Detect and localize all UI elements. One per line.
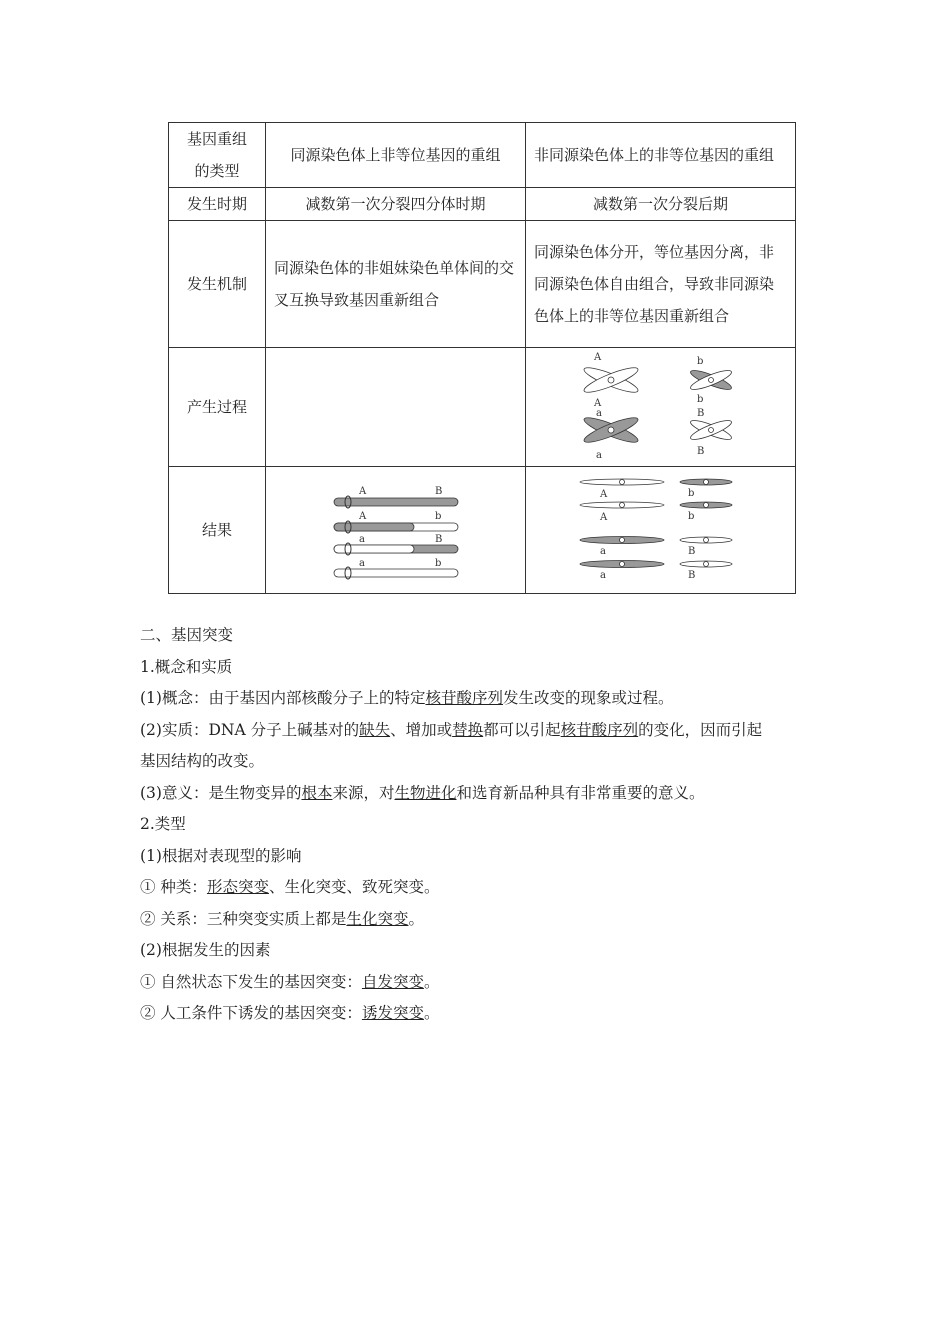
gene-label: A bbox=[599, 512, 607, 523]
underlined-answer: 核苷酸序列 bbox=[560, 720, 639, 739]
gene-label: b bbox=[696, 394, 703, 405]
table-row bbox=[169, 348, 796, 467]
gene-label: B bbox=[696, 408, 704, 419]
centromere bbox=[619, 480, 624, 485]
underlined-answer: 根本 bbox=[301, 783, 333, 802]
underlined-answer: 替换 bbox=[452, 720, 484, 739]
gene-label: A bbox=[593, 352, 601, 363]
list-item bbox=[140, 872, 820, 904]
text: (1)概念：由于基因内部核酸分子上的特定 bbox=[140, 689, 426, 707]
table-row bbox=[169, 188, 796, 221]
subheading: (1)根据对表现型的影响 bbox=[140, 846, 302, 865]
centromere bbox=[703, 562, 708, 567]
gene-label: A bbox=[358, 511, 366, 522]
cell-nonhomologous-type: 非同源染色体上的非等位基因的重组 bbox=[526, 123, 796, 188]
cell-nonhomologous-mechanism: 同源染色体分开，等位基因分离，非同源染色体自由组合，导致非同源染色体上的非等位基因重新组合 bbox=[526, 221, 796, 348]
subheading: (2)根据发生的因素 bbox=[140, 941, 271, 959]
centromere bbox=[703, 480, 708, 485]
gene-label: B bbox=[687, 570, 695, 581]
chromatid bbox=[334, 569, 458, 577]
underlined-answer: 形态突变 bbox=[206, 878, 269, 896]
text: 发生改变的现象或过程。 bbox=[502, 689, 674, 707]
subsection-title: 2.类型 bbox=[140, 815, 186, 833]
gene-label: a bbox=[358, 558, 365, 569]
gene-label: A bbox=[599, 489, 607, 500]
cell-homologous-process bbox=[266, 348, 526, 467]
gene-label: a bbox=[595, 408, 602, 419]
row-label-time: 发生时期 bbox=[169, 188, 266, 221]
independent-assortment-result-figure bbox=[576, 474, 746, 586]
underlined-answer: 自发突变 bbox=[361, 972, 424, 991]
chromosome-A-tetrad bbox=[581, 352, 639, 409]
text: ② 人工条件下诱发的基因突变： bbox=[140, 1004, 362, 1022]
chromosome-a-tetrad bbox=[581, 408, 639, 461]
centromere bbox=[619, 538, 624, 543]
gene-label: B bbox=[434, 486, 442, 497]
section-heading: 二、基因突变 bbox=[140, 626, 234, 644]
text: 、增加或 bbox=[390, 720, 453, 739]
paragraph-essence-cont: 基因结构的改变。 bbox=[140, 752, 265, 770]
gene-label: b bbox=[434, 558, 441, 569]
row-label-result: 结果 bbox=[169, 467, 266, 594]
list-item bbox=[140, 904, 820, 936]
cell-nonhomologous-process bbox=[526, 348, 796, 467]
text: 。 bbox=[423, 1004, 440, 1022]
list-item bbox=[140, 967, 820, 999]
gene-label: A bbox=[593, 398, 601, 409]
row-label-process: 产生过程 bbox=[169, 348, 266, 467]
gene-label: a bbox=[358, 534, 365, 545]
chromosome-B-tetrad bbox=[688, 408, 733, 457]
text: (2)实质：DNA 分子上碱基对的 bbox=[140, 720, 360, 739]
gene-label: a bbox=[595, 450, 602, 461]
row-label-type-line1: 基因重组 bbox=[186, 130, 247, 148]
gene-label: b bbox=[434, 511, 441, 522]
row-label-type-line2: 的类型 bbox=[194, 162, 240, 180]
text: 的变化，因而引起 bbox=[638, 720, 763, 739]
gene-mutation-section bbox=[140, 620, 820, 1030]
chromosome-b-tetrad bbox=[688, 356, 733, 405]
text: ① 种类： bbox=[140, 878, 207, 896]
centromere bbox=[703, 538, 708, 543]
paragraph-significance bbox=[140, 778, 820, 810]
cell-nonhomologous-time: 减数第一次分裂后期 bbox=[526, 188, 796, 221]
chromatid-segment bbox=[334, 545, 414, 553]
paragraph-essence bbox=[140, 715, 820, 747]
gene-label: b bbox=[687, 488, 694, 499]
text: ② 关系：三种突变实质上都是 bbox=[140, 909, 347, 928]
table-row bbox=[169, 221, 796, 348]
gene-label: a bbox=[599, 546, 606, 557]
cell-homologous-result bbox=[266, 467, 526, 594]
gene-label: B bbox=[687, 546, 695, 557]
crossover-result-figure bbox=[326, 480, 466, 580]
gene-label: B bbox=[696, 446, 704, 457]
centromere bbox=[619, 562, 624, 567]
underlined-answer: 生物进化 bbox=[394, 783, 457, 802]
underlined-answer: 缺失 bbox=[359, 720, 391, 739]
text: 。 bbox=[423, 972, 440, 991]
text: 、生化突变、致死突变。 bbox=[268, 878, 440, 896]
chromatid bbox=[334, 498, 458, 506]
text: ① 自然状态下发生的基因突变： bbox=[140, 972, 362, 991]
subsection-title: 1.概念和实质 bbox=[140, 657, 233, 676]
list-item bbox=[140, 998, 820, 1030]
gene-label: A bbox=[358, 486, 366, 497]
row-label-mechanism: 发生机制 bbox=[169, 221, 266, 348]
underlined-answer: 生化突变 bbox=[346, 909, 409, 928]
text: 都可以引起 bbox=[483, 720, 561, 739]
gene-label: a bbox=[599, 570, 606, 581]
table-row bbox=[169, 123, 796, 188]
paragraph-concept bbox=[140, 683, 820, 715]
chromosome-pairing-figure bbox=[561, 350, 761, 464]
cell-homologous-mechanism: 同源染色体的非姐妹染色单体间的交叉互换导致基因重新组合 bbox=[266, 221, 526, 348]
gene-label: b bbox=[696, 356, 703, 367]
cell-homologous-time: 减数第一次分裂四分体时期 bbox=[266, 188, 526, 221]
gene-recombination-table bbox=[168, 122, 796, 594]
chromatid-segment bbox=[334, 523, 414, 531]
text: 来源，对 bbox=[332, 783, 395, 802]
centromere bbox=[619, 503, 624, 508]
centromere bbox=[703, 503, 708, 508]
underlined-answer: 核苷酸序列 bbox=[425, 689, 503, 707]
text: 和选育新品种具有非常重要的意义。 bbox=[456, 783, 705, 802]
cell-nonhomologous-result bbox=[526, 467, 796, 594]
gene-label: b bbox=[687, 511, 694, 522]
cell-homologous-type: 同源染色体上非等位基因的重组 bbox=[266, 123, 526, 188]
underlined-answer: 诱发突变 bbox=[361, 1004, 424, 1022]
row-label-type bbox=[169, 123, 266, 188]
gene-label: B bbox=[434, 534, 442, 545]
text: 。 bbox=[408, 909, 424, 928]
table-row bbox=[169, 467, 796, 594]
text: (3)意义：是生物变异的 bbox=[140, 783, 302, 802]
